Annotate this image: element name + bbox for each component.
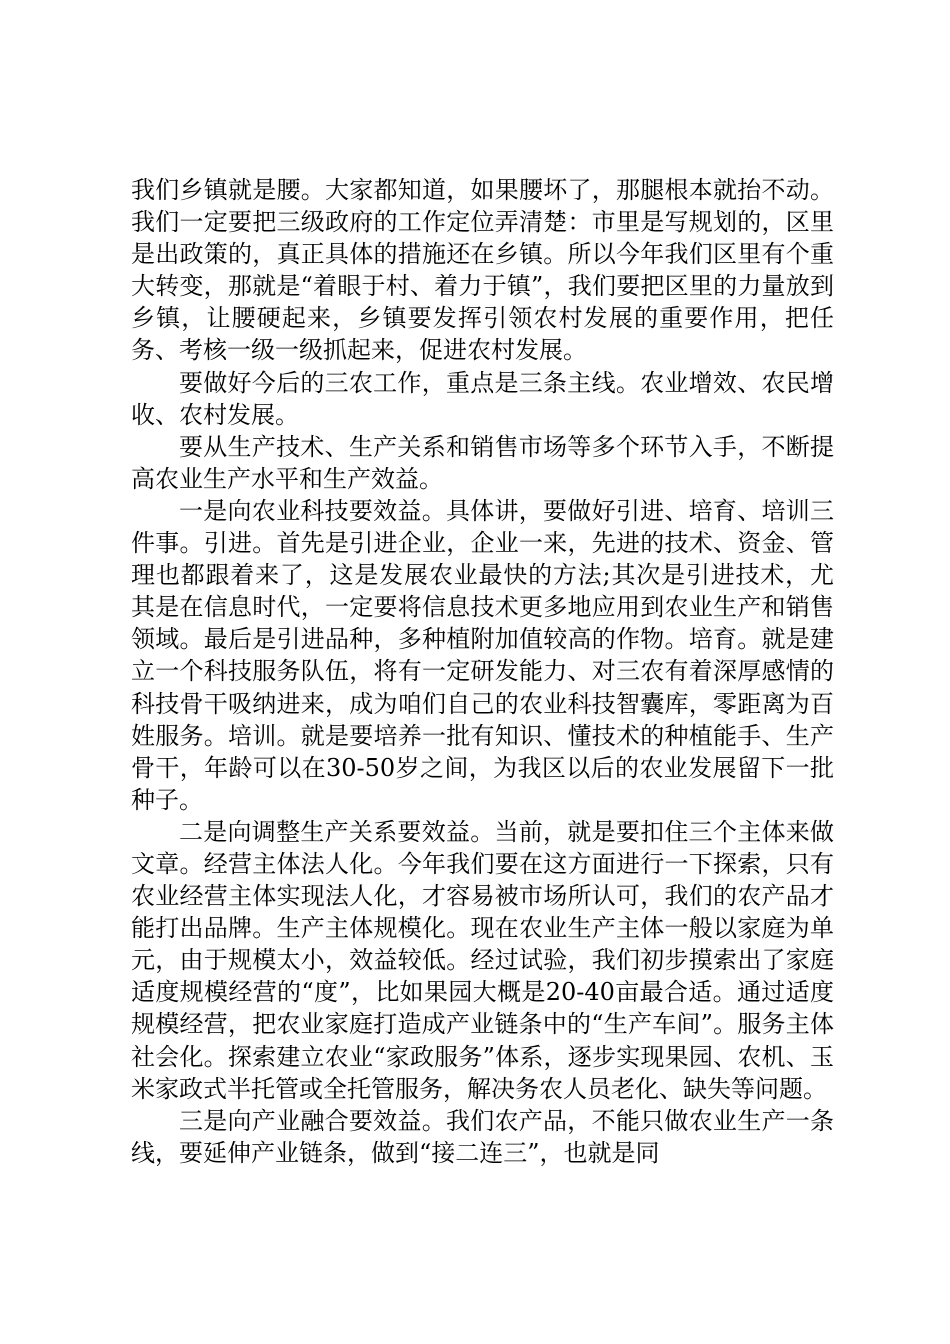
paragraph-2: 要做好今后的三农工作，重点是三条主线。农业增效、农民增收、农村发展。 — [131, 368, 834, 429]
paragraph-1: 我们乡镇就是腰。大家都知道，如果腰坏了，那腿根本就抬不动。我们一定要把三级政府的工作定位弄清楚：市里是写规划的，区里是出政策的，真正具体的措施还在乡镇。所以今年我们区里有个重大转变，那就是“着眼于村、着力于镇”，我们要把区里的力量放到乡镇，让腰硬起来，乡镇要发挥引领农村发展的重要作用，把任务、考核一级一级抓起来，促进农村发展。 — [131, 176, 834, 365]
paragraph-5: 二是向调整生产关系要效益。当前，就是要扣住三个主体来做文章。经营主体法人化。今年我们要在这方面进行一下探索，只有农业经营主体实现法人化，才容易被市场所认可，我们的农产品才能打出品牌。生产主体规模化。现在农业生产主体一般以家庭为单元，由于规模太小，效益较低。经过试验，我们初步摸索出了家庭适度规模经营的“度”，比如果园大概是20-40亩最合适。通过适度规模经营，把农业家庭打造成产业链条中的“生产车间”。服务主体社会化。探索建立农业“家政服务”体系，逐步实现果园、农机、玉米家政式半托管或全托管服务，解决务农人员老化、缺失等问题。 — [131, 817, 834, 1103]
paragraph-3: 要从生产技术、生产关系和销售市场等多个环节入手，不断提高农业生产水平和生产效益。 — [131, 432, 834, 493]
document-body — [131, 174, 834, 1169]
paragraph-6: 三是向产业融合要效益。我们农产品，不能只做农业生产一条线，要延伸产业链条，做到“接二连三”，也就是同 — [131, 1106, 834, 1167]
paragraph-4: 一是向农业科技要效益。具体讲，要做好引进、培育、培训三件事。引进。首先是引进企业，企业一来，先进的技术、资金、管理也都跟着来了，这是发展农业最快的方法;其次是引进技术，尤其是在信息时代，一定要将信息技术更多地应用到农业生产和销售领域。最后是引进品种，多种植附加值较高的作物。培育。就是建立一个科技服务队伍，将有一定研发能力、对三农有着深厚感情的科技骨干吸纳进来，成为咱们自己的农业科技智囊库，零距离为百姓服务。培训。就是要培养一批有知识、懂技术的种植能手、生产骨干，年龄可以在30-50岁之间，为我区以后的农业发展留下一批种子。 — [131, 496, 834, 814]
